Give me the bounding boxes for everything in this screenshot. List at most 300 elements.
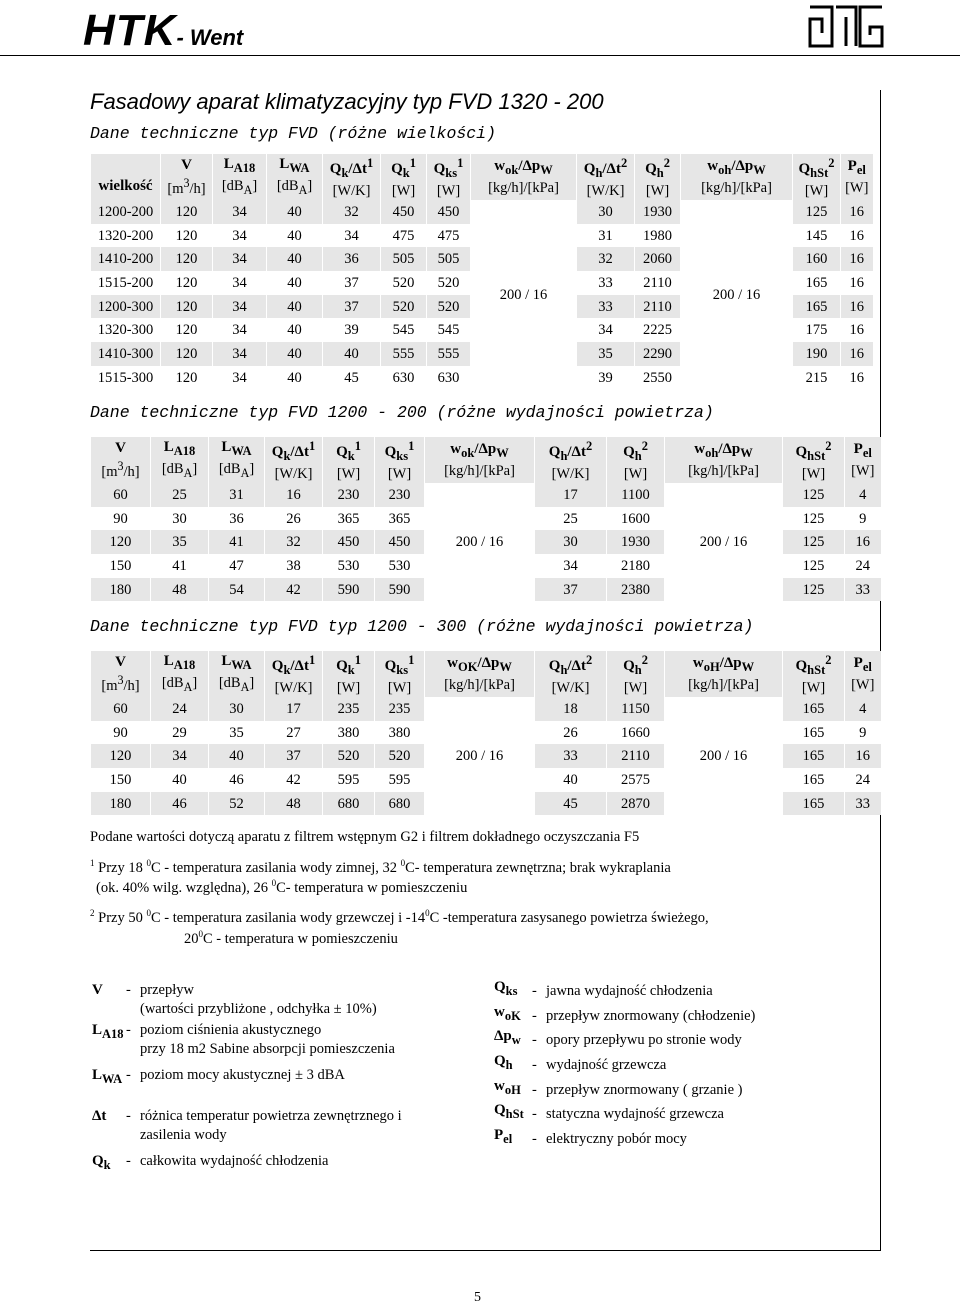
table-cell: 2060 <box>635 247 681 271</box>
table-cell: 9 <box>845 721 881 745</box>
table-cell: 31 <box>577 224 635 248</box>
column-header: $L_{A18}$ $[dB_A]$ <box>213 154 267 200</box>
column-header: $P_{el}$ [W] <box>845 437 881 483</box>
table-cell: 9 <box>845 507 881 531</box>
table-cell: 40 <box>267 366 323 390</box>
table-cell: 520 <box>427 295 471 319</box>
table-cell: 150 <box>91 768 151 792</box>
legend-symbol: $Q_{hSt}$ <box>494 1102 524 1121</box>
table-cell: 165 <box>783 768 845 792</box>
legend-symbol: $\Delta p_w$ <box>494 1028 521 1047</box>
table-cell: 215 <box>793 366 841 390</box>
table-cell: 180 <box>91 792 151 816</box>
legend-text: opory przepływu po stronie wody <box>546 1032 742 1048</box>
table-cell: 26 <box>535 721 607 745</box>
footnote-2-c: C -temperatura zasysanego powietrza świeżego, <box>429 909 709 926</box>
table-cell: 1600 <box>607 507 665 531</box>
footnote-1 <box>90 858 671 877</box>
table-fvd-1200-300 <box>90 651 881 815</box>
table-cell: 90 <box>91 507 151 531</box>
table-cell: 45 <box>323 366 381 390</box>
table-cell: 680 <box>323 792 375 816</box>
table-cell: 34 <box>213 342 267 366</box>
table-cell: 16 <box>845 744 881 768</box>
column-header: V $[m^3/h]$ <box>91 651 151 697</box>
table-cell: 39 <box>577 366 635 390</box>
table-cell: 40 <box>267 318 323 342</box>
column-header: wielkość <box>91 154 161 200</box>
table-cell: 34 <box>213 224 267 248</box>
table-cell: 530 <box>375 554 425 578</box>
table-header-row <box>91 437 881 483</box>
legend-dash: - <box>532 1032 537 1048</box>
table-cell: 590 <box>323 578 375 602</box>
column-header: $Q_{ks}^1$ [W] <box>427 154 471 200</box>
logo-main: HTK <box>83 6 177 55</box>
legend-text: przepływ znormowany ( grzanie ) <box>546 1082 743 1098</box>
table-cell: 145 <box>793 224 841 248</box>
table-cell: 34 <box>213 318 267 342</box>
table-cell: 530 <box>323 554 375 578</box>
legend-symbol: $L_{A18}$ <box>92 1022 124 1041</box>
table-cell: 39 <box>323 318 381 342</box>
table-cell: 30 <box>535 530 607 554</box>
table-fvd-1200-200 <box>90 437 881 601</box>
table-cell: 2870 <box>607 792 665 816</box>
legend-text-line2: zasilenia wody <box>140 1127 227 1143</box>
column-header: $L_{WA}$ $[dB_A]$ <box>209 651 265 697</box>
table-cell: 16 <box>841 247 873 271</box>
frame-bottom-rule <box>90 1250 881 1251</box>
table-cell: 120 <box>161 271 213 295</box>
legend-text: całkowita wydajność chłodzenia <box>140 1153 329 1169</box>
page-title: Fasadowy aparat klimatyzacyjny typ FVD 1320 - 200 <box>90 89 604 114</box>
legend-symbol: $P_{el}$ <box>494 1127 513 1146</box>
legend-dash: - <box>126 982 131 998</box>
table-cell: 520 <box>381 271 427 295</box>
table-cell: 52 <box>209 792 265 816</box>
table-cell: 36 <box>323 247 381 271</box>
legend-text: przepływ znormowany (chłodzenie) <box>546 1008 756 1024</box>
table-cell: 48 <box>151 578 209 602</box>
table-cell: 1320-300 <box>91 318 161 342</box>
column-header: $w_{oh}/\Delta p_W$ [kg/h]/[kPa] <box>681 154 793 200</box>
legend-text-line2: (wartości przybliżone , odchyłka ± 10%) <box>140 1001 377 1017</box>
table-cell: 40 <box>267 295 323 319</box>
legend-text: przepływ <box>140 982 194 998</box>
table-cell: 1200-300 <box>91 295 161 319</box>
footnote-2-a: Przy 50 <box>98 909 147 926</box>
table-cell: 380 <box>375 721 425 745</box>
table-cell: 120 <box>161 366 213 390</box>
table-cell: 125 <box>783 554 845 578</box>
legend-text: poziom ciśnienia akustycznego <box>140 1022 322 1038</box>
table-cell: 475 <box>427 224 471 248</box>
table-cell: 125 <box>783 530 845 554</box>
table-cell: 380 <box>323 721 375 745</box>
legend-symbol: $Q_k$ <box>92 1153 111 1172</box>
table-cell: 34 <box>151 744 209 768</box>
header-rule <box>0 55 960 56</box>
table-cell: 60 <box>91 483 151 507</box>
deg-mark: 0 <box>146 908 151 918</box>
table-cell: 37 <box>323 271 381 295</box>
legend-dash: - <box>126 1067 131 1083</box>
table-cell: 120 <box>161 342 213 366</box>
table-cell: 2110 <box>635 271 681 295</box>
table-cell: 595 <box>375 768 425 792</box>
legend-text: statyczna wydajność grzewcza <box>546 1106 724 1122</box>
table-cell: 30 <box>577 200 635 224</box>
table-cell: 31 <box>209 483 265 507</box>
table-cell: 34 <box>213 295 267 319</box>
table-cell: 630 <box>381 366 427 390</box>
table-cell: 40 <box>267 200 323 224</box>
footnote-2-line2 <box>184 929 398 948</box>
table-cell: 1930 <box>635 200 681 224</box>
column-header: $w_{ok}/\Delta p_W$ [kg/h]/[kPa] <box>425 437 535 483</box>
table-cell: 125 <box>783 483 845 507</box>
table-cell: 17 <box>535 483 607 507</box>
table-cell: 1660 <box>607 721 665 745</box>
deg-mark: 0 <box>425 908 430 918</box>
table-cell: 42 <box>265 768 323 792</box>
table-cell: 120 <box>91 530 151 554</box>
table-cell: 16 <box>841 295 873 319</box>
table-cell: 18 <box>535 697 607 721</box>
table-header-row <box>91 154 873 200</box>
table-cell: 190 <box>793 342 841 366</box>
table-cell: 520 <box>427 271 471 295</box>
table-cell: 555 <box>381 342 427 366</box>
footnote-2-b: C - temperatura zasilania wody grzewczej i -14 <box>150 909 426 926</box>
column-header: $Q_h/\Delta t^2$ [W/K] <box>535 651 607 697</box>
deg-mark: 0 <box>400 858 406 868</box>
table-cell: 24 <box>151 697 209 721</box>
table-cell: 34 <box>535 554 607 578</box>
legend-dash: - <box>532 983 537 999</box>
column-header: V $[m^3/h]$ <box>91 437 151 483</box>
table-cell: 33 <box>577 295 635 319</box>
column-header: $Q_{hSt}^2$ [W] <box>783 437 845 483</box>
table-cell: 40 <box>267 271 323 295</box>
table-cell: 165 <box>783 792 845 816</box>
table-cell: 2110 <box>607 744 665 768</box>
table-cell: 29 <box>151 721 209 745</box>
footnote-1-line2b: C- temperatura w pomieszczeniu <box>276 879 468 896</box>
table-cell: 41 <box>209 530 265 554</box>
table-cell: 26 <box>265 507 323 531</box>
table-cell: 34 <box>213 200 267 224</box>
column-header: $Q_h/\Delta t^2$ [W/K] <box>577 154 635 200</box>
table-cell: 450 <box>427 200 471 224</box>
column-header: $Q_{hSt}^2$ [W] <box>783 651 845 697</box>
table-cell: 450 <box>323 530 375 554</box>
table-cell: 1515-200 <box>91 271 161 295</box>
column-header: $L_{A18}$ $[dB_A]$ <box>151 437 209 483</box>
column-header: $w_{OK}/\Delta p_W$ [kg/h]/[kPa] <box>425 651 535 697</box>
table-cell: 450 <box>381 200 427 224</box>
legend-symbol: Δt <box>92 1108 107 1124</box>
table-cell: 33 <box>577 271 635 295</box>
table-cell: 2110 <box>635 295 681 319</box>
legend-symbol: $Q_{ks}$ <box>494 979 518 998</box>
table-cell: 33 <box>845 792 881 816</box>
table-cell: 24 <box>845 768 881 792</box>
filter-note: Podane wartości dotyczą aparatu z filtrem wstępnym G2 i filtrem dokładnego oczyszczania F5 <box>90 829 640 845</box>
legend-text: różnica temperatur powietrza zewnętrznego i <box>140 1108 402 1124</box>
brand-mark-icon <box>808 5 884 48</box>
column-header: $Q_k/\Delta t^1$ [W/K] <box>265 437 323 483</box>
table-cell: 505 <box>427 247 471 271</box>
table-cell: 545 <box>427 318 471 342</box>
legend-dash: - <box>126 1022 131 1038</box>
table-cell: 41 <box>151 554 209 578</box>
table-cell: 235 <box>375 697 425 721</box>
table-cell: 16 <box>841 200 873 224</box>
table-cell: 4 <box>845 697 881 721</box>
column-header: $Q_k^1$ [W] <box>381 154 427 200</box>
column-header: $Q_h^2$ [W] <box>635 154 681 200</box>
table-cell: 365 <box>375 507 425 531</box>
table-cell: 46 <box>209 768 265 792</box>
table-cell: 2575 <box>607 768 665 792</box>
table-cell: 365 <box>323 507 375 531</box>
table-cell: 1150 <box>607 697 665 721</box>
table-cell: 125 <box>783 507 845 531</box>
legend-dash: - <box>126 1108 131 1124</box>
table-cell: 54 <box>209 578 265 602</box>
table-cell: 1515-300 <box>91 366 161 390</box>
table-cell: 40 <box>323 342 381 366</box>
table-cell: 34 <box>577 318 635 342</box>
table-cell: 450 <box>375 530 425 554</box>
legend-dash: - <box>532 1106 537 1122</box>
column-header: $Q_k/\Delta t^1$ [W/K] <box>323 154 381 200</box>
table-cell: 35 <box>151 530 209 554</box>
table-cell: 33 <box>845 578 881 602</box>
column-header: $w_{oH}/\Delta p_W$ [kg/h]/[kPa] <box>665 651 783 697</box>
table-cell: 125 <box>793 200 841 224</box>
column-header: $Q_{ks}^1$ [W] <box>375 651 425 697</box>
table-cell: 590 <box>375 578 425 602</box>
table-cell: 90 <box>91 721 151 745</box>
legend-dash: - <box>532 1008 537 1024</box>
table-cell: 32 <box>265 530 323 554</box>
table-cell: 2380 <box>607 578 665 602</box>
deg-mark: 0 <box>146 858 151 868</box>
table-cell: 165 <box>783 697 845 721</box>
table-cell: 120 <box>161 295 213 319</box>
column-header: $L_{A18}$ $[dB_A]$ <box>151 651 209 697</box>
footnote-1-mark: 1 <box>90 858 95 868</box>
table-cell: 1200-200 <box>91 200 161 224</box>
table-cell: 160 <box>793 247 841 271</box>
footnote-2-mark: 2 <box>90 908 95 918</box>
table-cell: 17 <box>265 697 323 721</box>
table-cell: 34 <box>213 271 267 295</box>
merged-woh-cell: 200 / 16 <box>665 483 783 601</box>
table-cell: 120 <box>161 200 213 224</box>
deg-mark: 0 <box>271 878 277 888</box>
table-cell: 32 <box>577 247 635 271</box>
table-cell: 34 <box>213 366 267 390</box>
table-cell: 165 <box>783 744 845 768</box>
column-header: $L_{WA}$ $[dB_A]$ <box>267 154 323 200</box>
table-cell: 40 <box>209 744 265 768</box>
table-cell: 475 <box>381 224 427 248</box>
column-header: $Q_h^2$ [W] <box>607 437 665 483</box>
table-cell: 16 <box>841 318 873 342</box>
section-title-2: Dane techniczne typ FVD 1200 - 200 (różne wydajności powietrza) <box>90 403 714 422</box>
table-cell: 34 <box>213 247 267 271</box>
table-cell: 32 <box>323 200 381 224</box>
table-cell: 1980 <box>635 224 681 248</box>
footnote-2-line2a: 20 <box>184 930 199 947</box>
table-cell: 34 <box>323 224 381 248</box>
column-header: $Q_h^2$ [W] <box>607 651 665 697</box>
merged-wok-cell: 200 / 16 <box>425 483 535 601</box>
table-cell: 175 <box>793 318 841 342</box>
footnote-1-a: Przy 18 <box>98 859 147 876</box>
column-header: $Q_k^1$ [W] <box>323 651 375 697</box>
table-cell: 125 <box>783 578 845 602</box>
table-cell: 2290 <box>635 342 681 366</box>
table-cell: 2225 <box>635 318 681 342</box>
table-cell: 120 <box>161 247 213 271</box>
table-cell: 40 <box>151 768 209 792</box>
table-cell: 40 <box>267 224 323 248</box>
table-cell: 40 <box>267 247 323 271</box>
table-cell: 165 <box>783 721 845 745</box>
table-cell: 180 <box>91 578 151 602</box>
table-cell: 25 <box>151 483 209 507</box>
table-cell: 37 <box>265 744 323 768</box>
table-header-row <box>91 651 881 697</box>
footnote-1-line2a: (ok. 40% wilg. względna), 26 <box>96 879 272 896</box>
column-header: $P_{el}$ [W] <box>845 651 881 697</box>
table-cell: 40 <box>267 342 323 366</box>
legend-text: jawna wydajność chłodzenia <box>546 983 713 999</box>
table-cell: 16 <box>841 224 873 248</box>
table-cell: 37 <box>535 578 607 602</box>
table-cell: 37 <box>323 295 381 319</box>
legend-symbol: $Q_h$ <box>494 1053 513 1072</box>
table-cell: 45 <box>535 792 607 816</box>
table-row <box>91 200 873 224</box>
legend-dash: - <box>532 1057 537 1073</box>
table-cell: 46 <box>151 792 209 816</box>
column-header: V $[m^3/h]$ <box>161 154 213 200</box>
table-cell: 230 <box>323 483 375 507</box>
table-row <box>91 697 881 721</box>
column-header: $Q_k/\Delta t^1$ [W/K] <box>265 651 323 697</box>
table-cell: 1320-200 <box>91 224 161 248</box>
table-cell: 1100 <box>607 483 665 507</box>
table-cell: 235 <box>323 697 375 721</box>
merged-woh-cell: 200 / 16 <box>681 200 793 390</box>
legend-text-line2: przy 18 m2 Sabine absorpcji pomieszczenia <box>140 1041 395 1057</box>
table-cell: 16 <box>841 342 873 366</box>
table-cell: 595 <box>323 768 375 792</box>
column-header: $Q_k^1$ [W] <box>323 437 375 483</box>
table-row <box>91 483 881 507</box>
footnote-2-line2b: C - temperatura w pomieszczeniu <box>203 930 398 947</box>
table-cell: 630 <box>427 366 471 390</box>
table-cell: 16 <box>265 483 323 507</box>
table-sizes <box>90 154 873 390</box>
table-cell: 120 <box>161 224 213 248</box>
table-cell: 165 <box>793 295 841 319</box>
column-header: $Q_{hSt}^2$ [W] <box>793 154 841 200</box>
column-header: $L_{WA}$ $[dB_A]$ <box>209 437 265 483</box>
table-cell: 520 <box>381 295 427 319</box>
legend-dash: - <box>532 1131 537 1147</box>
table-cell: 27 <box>265 721 323 745</box>
table-cell: 150 <box>91 554 151 578</box>
table-cell: 520 <box>375 744 425 768</box>
table-cell: 33 <box>535 744 607 768</box>
table-cell: 1410-300 <box>91 342 161 366</box>
table-cell: 16 <box>845 530 881 554</box>
legend-symbol: V <box>92 982 103 998</box>
table-cell: 230 <box>375 483 425 507</box>
column-header: $w_{ok}/\Delta p_W$ [kg/h]/[kPa] <box>471 154 577 200</box>
merged-wok-cell: 200 / 16 <box>425 697 535 815</box>
table-cell: 4 <box>845 483 881 507</box>
table-cell: 60 <box>91 697 151 721</box>
table-cell: 36 <box>209 507 265 531</box>
footnote-1-line2 <box>96 878 467 897</box>
logo-sub: - Went <box>176 25 244 50</box>
table-cell: 35 <box>577 342 635 366</box>
table-cell: 25 <box>535 507 607 531</box>
column-header: $Q_{ks}^1$ [W] <box>375 437 425 483</box>
table-cell: 40 <box>535 768 607 792</box>
table-cell: 505 <box>381 247 427 271</box>
section-title-1: Dane techniczne typ FVD (różne wielkości) <box>90 124 496 143</box>
footnote-1-b: C - temperatura zasilania wody zimnej, 32 <box>150 859 401 876</box>
legend-text: poziom mocy akustycznej ± 3 dBA <box>140 1067 345 1083</box>
table-cell: 47 <box>209 554 265 578</box>
deg-mark: 0 <box>198 929 203 939</box>
legend-symbol: $w_{oH}$ <box>494 1078 521 1097</box>
column-header: $Q_h/\Delta t^2$ [W/K] <box>535 437 607 483</box>
company-logo <box>83 6 243 56</box>
legend-symbol: $w_{oK}$ <box>494 1004 521 1023</box>
table-cell: 120 <box>91 744 151 768</box>
table-cell: 16 <box>841 271 873 295</box>
table-cell: 35 <box>209 721 265 745</box>
table-cell: 1930 <box>607 530 665 554</box>
legend-dash: - <box>532 1082 537 1098</box>
table-cell: 680 <box>375 792 425 816</box>
table-cell: 120 <box>161 318 213 342</box>
table-cell: 30 <box>209 697 265 721</box>
footnote-1-c: C- temperatura zewnętrzna; brak wykraplania <box>405 859 671 876</box>
merged-woh-cell: 200 / 16 <box>665 697 783 815</box>
legend-text: wydajność grzewcza <box>546 1057 667 1073</box>
table-cell: 2180 <box>607 554 665 578</box>
table-cell: 2550 <box>635 366 681 390</box>
table-cell: 38 <box>265 554 323 578</box>
footnote-2 <box>90 908 709 927</box>
table-cell: 165 <box>793 271 841 295</box>
table-cell: 545 <box>381 318 427 342</box>
table-cell: 30 <box>151 507 209 531</box>
table-cell: 520 <box>323 744 375 768</box>
table-cell: 555 <box>427 342 471 366</box>
